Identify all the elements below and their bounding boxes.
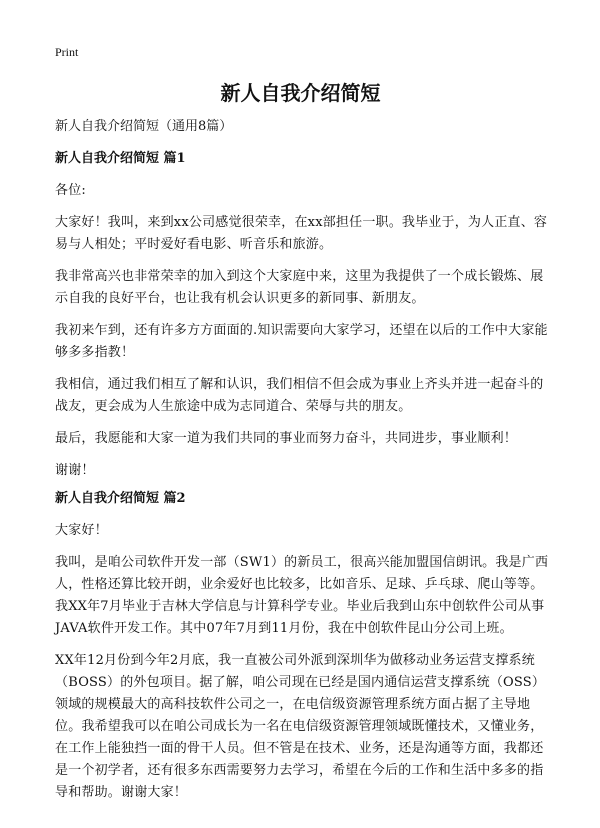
paragraph: 最后，我愿能和大家一道为我们共同的事业而努力奋斗，共同进步，事业顺利！ [55,431,518,446]
print-link[interactable]: Print [55,45,79,59]
section-2 [55,490,556,804]
paragraph: 大家好！我叫，来到xx公司感觉很荣幸，在xx部担任一职。我毕业于，为人正直、容易与人相处；平时爱好看电影、听音乐和旅游。 [55,215,548,252]
paragraph: 我初来乍到，还有许多方方面面的.知识需要向大家学习，还望在以后的工作中大家能够多多指教！ [55,323,548,360]
paragraph: XX年12月份到今年2月底，我一直被公司外派到深圳华为做移动业务运营支撑系统（BOSS）的外包项目。据了解，咱公司现在已经是国内通信运营支撑系统（OSS）领域的规模最大的高科技软件公司之一，在电信级资源管理系统方面占据了主导地位。我希望我可以在咱公司成长为一名在电信级资源管理领域既懂技术，又懂业务，在工作上能独挡一面的骨干人员。但不管是在技术、业务，还是沟通等方面，我都还是一个初学者，还有很多东西需要努力去学习，希望在今后的工作和生活中多多的指导和帮助。谢谢大家！ [55,653,546,800]
section-heading: 新人自我介绍简短 篇1 [55,151,186,166]
paragraph: 大家好！ [55,523,108,538]
page-title: 新人自我介绍简短 [220,81,381,105]
paragraph: 我非常高兴也非常荣幸的加入到这个大家庭中来，这里为我提供了一个成长锻炼、展示自我的良好平台，也让我有机会认识更多的新同事、新朋友。 [55,269,544,306]
paragraph: 谢谢！ [55,463,95,478]
section-heading: 新人自我介绍简短 篇2 [55,491,186,506]
paragraph: 各位: [55,183,86,198]
document-subtitle: 新人自我介绍简短（通用8篇） [55,119,233,134]
section-1 [55,150,556,482]
paragraph: 我相信，通过我们相互了解和认识，我们相信不但会成为事业上齐头并进一起奋斗的战友，更会成为人生旅途中成为志同道合、荣辱与共的朋友。 [55,377,544,414]
paragraph: 我叫，是咱公司软件开发一部（SW1）的新员工，很高兴能加盟国信朗讯。我是广西人，性格还算比较开朗，业余爱好也比较多，比如音乐、足球、乒乓球、爬山等等。我XX年7月毕业于吉林大学信息与计算科学专业。毕业后我到山东中创软件公司从事JAVA软件开发工作。其中07年7月到11月份，我在中创软件昆山分公司上班。 [55,555,549,636]
